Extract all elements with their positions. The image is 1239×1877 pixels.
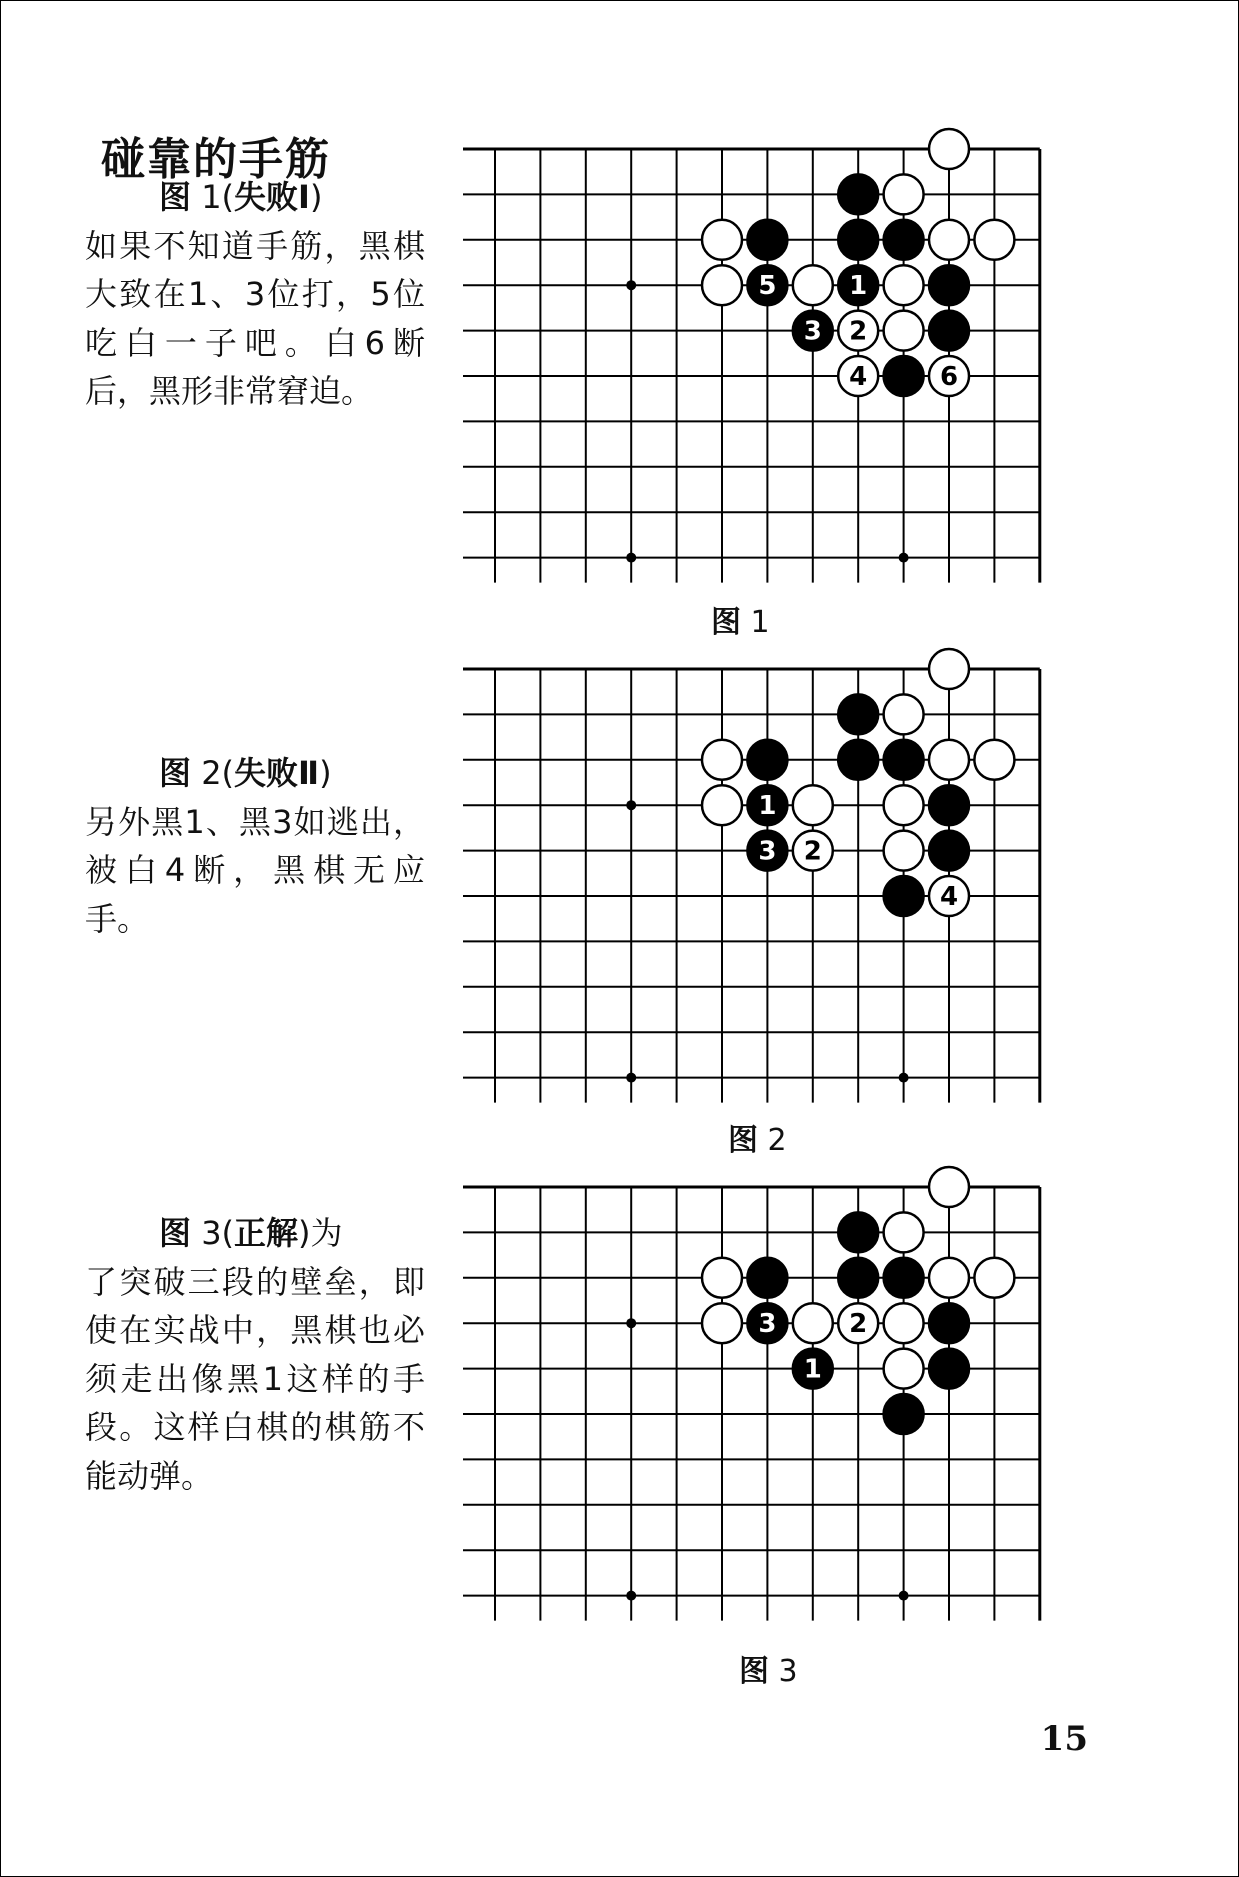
stone-disc xyxy=(884,694,924,734)
go-board-figure-2 xyxy=(463,641,1083,1111)
page-title: 碰靠的手筋 xyxy=(101,134,331,185)
white-stone xyxy=(793,1303,833,1343)
board-grid xyxy=(463,1187,1040,1621)
black-stone xyxy=(929,265,969,305)
stone-disc xyxy=(793,265,833,305)
stone-disc xyxy=(929,740,969,780)
stone-disc xyxy=(884,265,924,305)
figure-1-heading-close: ) xyxy=(309,178,323,216)
white-stone xyxy=(793,265,833,305)
white-stone xyxy=(974,740,1014,780)
white-stone xyxy=(884,694,924,734)
go-board-figure-1 xyxy=(463,121,1083,591)
star-point xyxy=(899,553,909,563)
figure-3-heading-close: )为 xyxy=(298,1214,343,1252)
white-stone xyxy=(929,1167,969,1207)
stone-disc xyxy=(884,356,924,396)
stone-disc xyxy=(884,311,924,351)
stone-disc xyxy=(838,694,878,734)
white-stone xyxy=(929,649,969,689)
stone-move-number: 3 xyxy=(803,316,822,347)
figure-2-heading xyxy=(85,749,425,798)
black-stone xyxy=(747,831,787,871)
star-point xyxy=(626,800,636,810)
black-stone xyxy=(747,740,787,780)
page-number: 15 xyxy=(1040,1719,1088,1759)
white-stone xyxy=(884,831,924,871)
white-stone xyxy=(929,1258,969,1298)
stone-disc xyxy=(838,220,878,260)
stone-disc xyxy=(884,1212,924,1252)
figure-1-heading-label: 图 xyxy=(159,178,192,216)
figure-1-caption xyxy=(711,597,770,641)
stone-disc xyxy=(702,1258,742,1298)
stone-disc xyxy=(884,785,924,825)
stone-disc xyxy=(838,174,878,214)
figure-3-heading-number: 3( xyxy=(201,1214,235,1252)
figure-3-body: 了突破三段的壁垒，即使在实战中，黑棋也必须走出像黑1这样的手段。这样白棋的棋筋不能动弹。 xyxy=(85,1262,425,1495)
stone-disc xyxy=(793,785,833,825)
white-stone xyxy=(884,265,924,305)
white-stone xyxy=(793,785,833,825)
black-stone xyxy=(838,694,878,734)
stone-disc xyxy=(747,740,787,780)
stone-move-number: 1 xyxy=(849,271,868,302)
stone-disc xyxy=(747,1258,787,1298)
black-stone xyxy=(929,785,969,825)
stone-disc xyxy=(702,265,742,305)
white-stone xyxy=(702,265,742,305)
stone-move-number: 1 xyxy=(758,791,777,822)
stone-disc xyxy=(929,311,969,351)
stone-disc xyxy=(929,1258,969,1298)
black-stone xyxy=(884,356,924,396)
stone-disc xyxy=(884,1349,924,1389)
stone-disc xyxy=(884,220,924,260)
stone-move-number: 3 xyxy=(758,1309,777,1340)
stone-move-number: 3 xyxy=(758,836,777,867)
figure-1-heading-number: 1( xyxy=(201,178,235,216)
stone-disc xyxy=(838,1212,878,1252)
stone-disc xyxy=(929,129,969,169)
stone-disc xyxy=(838,1258,878,1298)
black-stone xyxy=(929,831,969,871)
figure-3-caption-label: 图 xyxy=(739,1654,769,1689)
white-stone xyxy=(929,356,969,396)
stone-disc xyxy=(838,740,878,780)
black-stone xyxy=(793,311,833,351)
stone-disc xyxy=(974,740,1014,780)
white-stone xyxy=(929,740,969,780)
stone-disc xyxy=(884,1394,924,1434)
stone-disc xyxy=(884,876,924,916)
figure-1-caption-number: 1 xyxy=(750,605,770,640)
white-stone xyxy=(884,174,924,214)
stone-disc xyxy=(884,1303,924,1343)
stone-disc xyxy=(929,220,969,260)
stone-move-number: 5 xyxy=(758,271,777,302)
figure-2-text xyxy=(85,749,425,943)
black-stone xyxy=(747,265,787,305)
black-stone xyxy=(838,174,878,214)
figure-3-caption-number: 3 xyxy=(778,1654,798,1689)
white-stone xyxy=(884,785,924,825)
star-point xyxy=(899,1591,909,1601)
stone-disc xyxy=(793,1303,833,1343)
figure-2-caption-label: 图 xyxy=(728,1123,758,1158)
white-stone xyxy=(702,785,742,825)
figure-2-heading-title: 失败Ⅱ xyxy=(234,754,320,792)
stone-disc xyxy=(884,831,924,871)
black-stone xyxy=(884,876,924,916)
stone-disc xyxy=(702,785,742,825)
figure-1-caption-label: 图 xyxy=(711,605,741,640)
figure-1-body: 如果不知道手筋，黑棋大致在1、3位打，5位吃白一子吧。白6断后，黑形非常窘迫。 xyxy=(85,226,425,410)
stone-move-number: 1 xyxy=(803,1354,822,1385)
white-stone xyxy=(929,876,969,916)
stone-disc xyxy=(929,785,969,825)
white-stone xyxy=(884,311,924,351)
stone-move-number: 2 xyxy=(803,836,822,867)
black-stone xyxy=(929,1303,969,1343)
star-point xyxy=(626,553,636,563)
star-point xyxy=(626,280,636,290)
white-stone xyxy=(974,1258,1014,1298)
black-stone xyxy=(747,785,787,825)
white-stone xyxy=(929,220,969,260)
figure-1-heading xyxy=(85,173,425,222)
stone-move-number: 6 xyxy=(939,362,959,392)
stone-disc xyxy=(702,740,742,780)
black-stone xyxy=(884,740,924,780)
black-stone xyxy=(838,740,878,780)
black-stone xyxy=(838,220,878,260)
stone-disc xyxy=(884,740,924,780)
figure-1-heading-title: 失败Ⅰ xyxy=(234,178,310,216)
black-stone xyxy=(838,1212,878,1252)
black-stone xyxy=(884,1394,924,1434)
stone-move-number: 2 xyxy=(849,1309,868,1340)
star-point xyxy=(626,1591,636,1601)
black-stone xyxy=(929,311,969,351)
black-stone xyxy=(838,1258,878,1298)
figure-2-body: 另外黑1、黑3如逃出，被白4断，黑棋无应手。 xyxy=(85,802,425,938)
figure-3-heading-label: 图 xyxy=(159,1214,192,1252)
white-stone xyxy=(884,1303,924,1343)
white-stone xyxy=(838,311,878,351)
white-stone xyxy=(793,831,833,871)
figure-3-text xyxy=(85,1209,425,1500)
white-stone xyxy=(838,1303,878,1343)
figure-2-caption xyxy=(728,1115,787,1159)
stone-disc xyxy=(884,1258,924,1298)
white-stone xyxy=(702,1303,742,1343)
white-stone xyxy=(702,220,742,260)
stone-disc xyxy=(929,1349,969,1389)
black-stone xyxy=(747,220,787,260)
figure-2-caption-number: 2 xyxy=(767,1123,787,1158)
stone-disc xyxy=(702,220,742,260)
black-stone xyxy=(793,1349,833,1389)
black-stone xyxy=(838,265,878,305)
stone-disc xyxy=(929,265,969,305)
stone-disc xyxy=(974,1258,1014,1298)
white-stone xyxy=(974,220,1014,260)
figure-3-caption xyxy=(739,1646,798,1690)
white-stone xyxy=(929,129,969,169)
stone-disc xyxy=(929,1303,969,1343)
stone-move-number: 4 xyxy=(939,882,959,912)
star-point xyxy=(626,1073,636,1083)
stone-disc xyxy=(974,220,1014,260)
white-stone xyxy=(702,740,742,780)
stone-disc xyxy=(929,649,969,689)
figure-2-heading-number: 2( xyxy=(201,754,235,792)
stone-disc xyxy=(929,1167,969,1207)
stone-disc xyxy=(884,174,924,214)
black-stone xyxy=(747,1303,787,1343)
stone-move-number: 2 xyxy=(849,316,868,347)
stone-move-number: 4 xyxy=(849,362,868,392)
star-point xyxy=(899,1073,909,1083)
stone-disc xyxy=(702,1303,742,1343)
star-point xyxy=(626,1318,636,1328)
stone-disc xyxy=(929,831,969,871)
white-stone xyxy=(702,1258,742,1298)
white-stone xyxy=(884,1212,924,1252)
black-stone xyxy=(747,1258,787,1298)
black-stone xyxy=(929,1349,969,1389)
figure-3-heading xyxy=(85,1209,425,1258)
black-stone xyxy=(884,220,924,260)
black-stone xyxy=(884,1258,924,1298)
stone-disc xyxy=(747,220,787,260)
figure-2-heading-close: ) xyxy=(319,754,332,792)
figure-1-text xyxy=(85,173,425,416)
white-stone xyxy=(838,356,878,396)
go-board-figure-3 xyxy=(463,1159,1083,1629)
figure-2-heading-label: 图 xyxy=(159,754,192,792)
white-stone xyxy=(884,1349,924,1389)
figure-3-heading-title: 正解 xyxy=(234,1214,299,1252)
